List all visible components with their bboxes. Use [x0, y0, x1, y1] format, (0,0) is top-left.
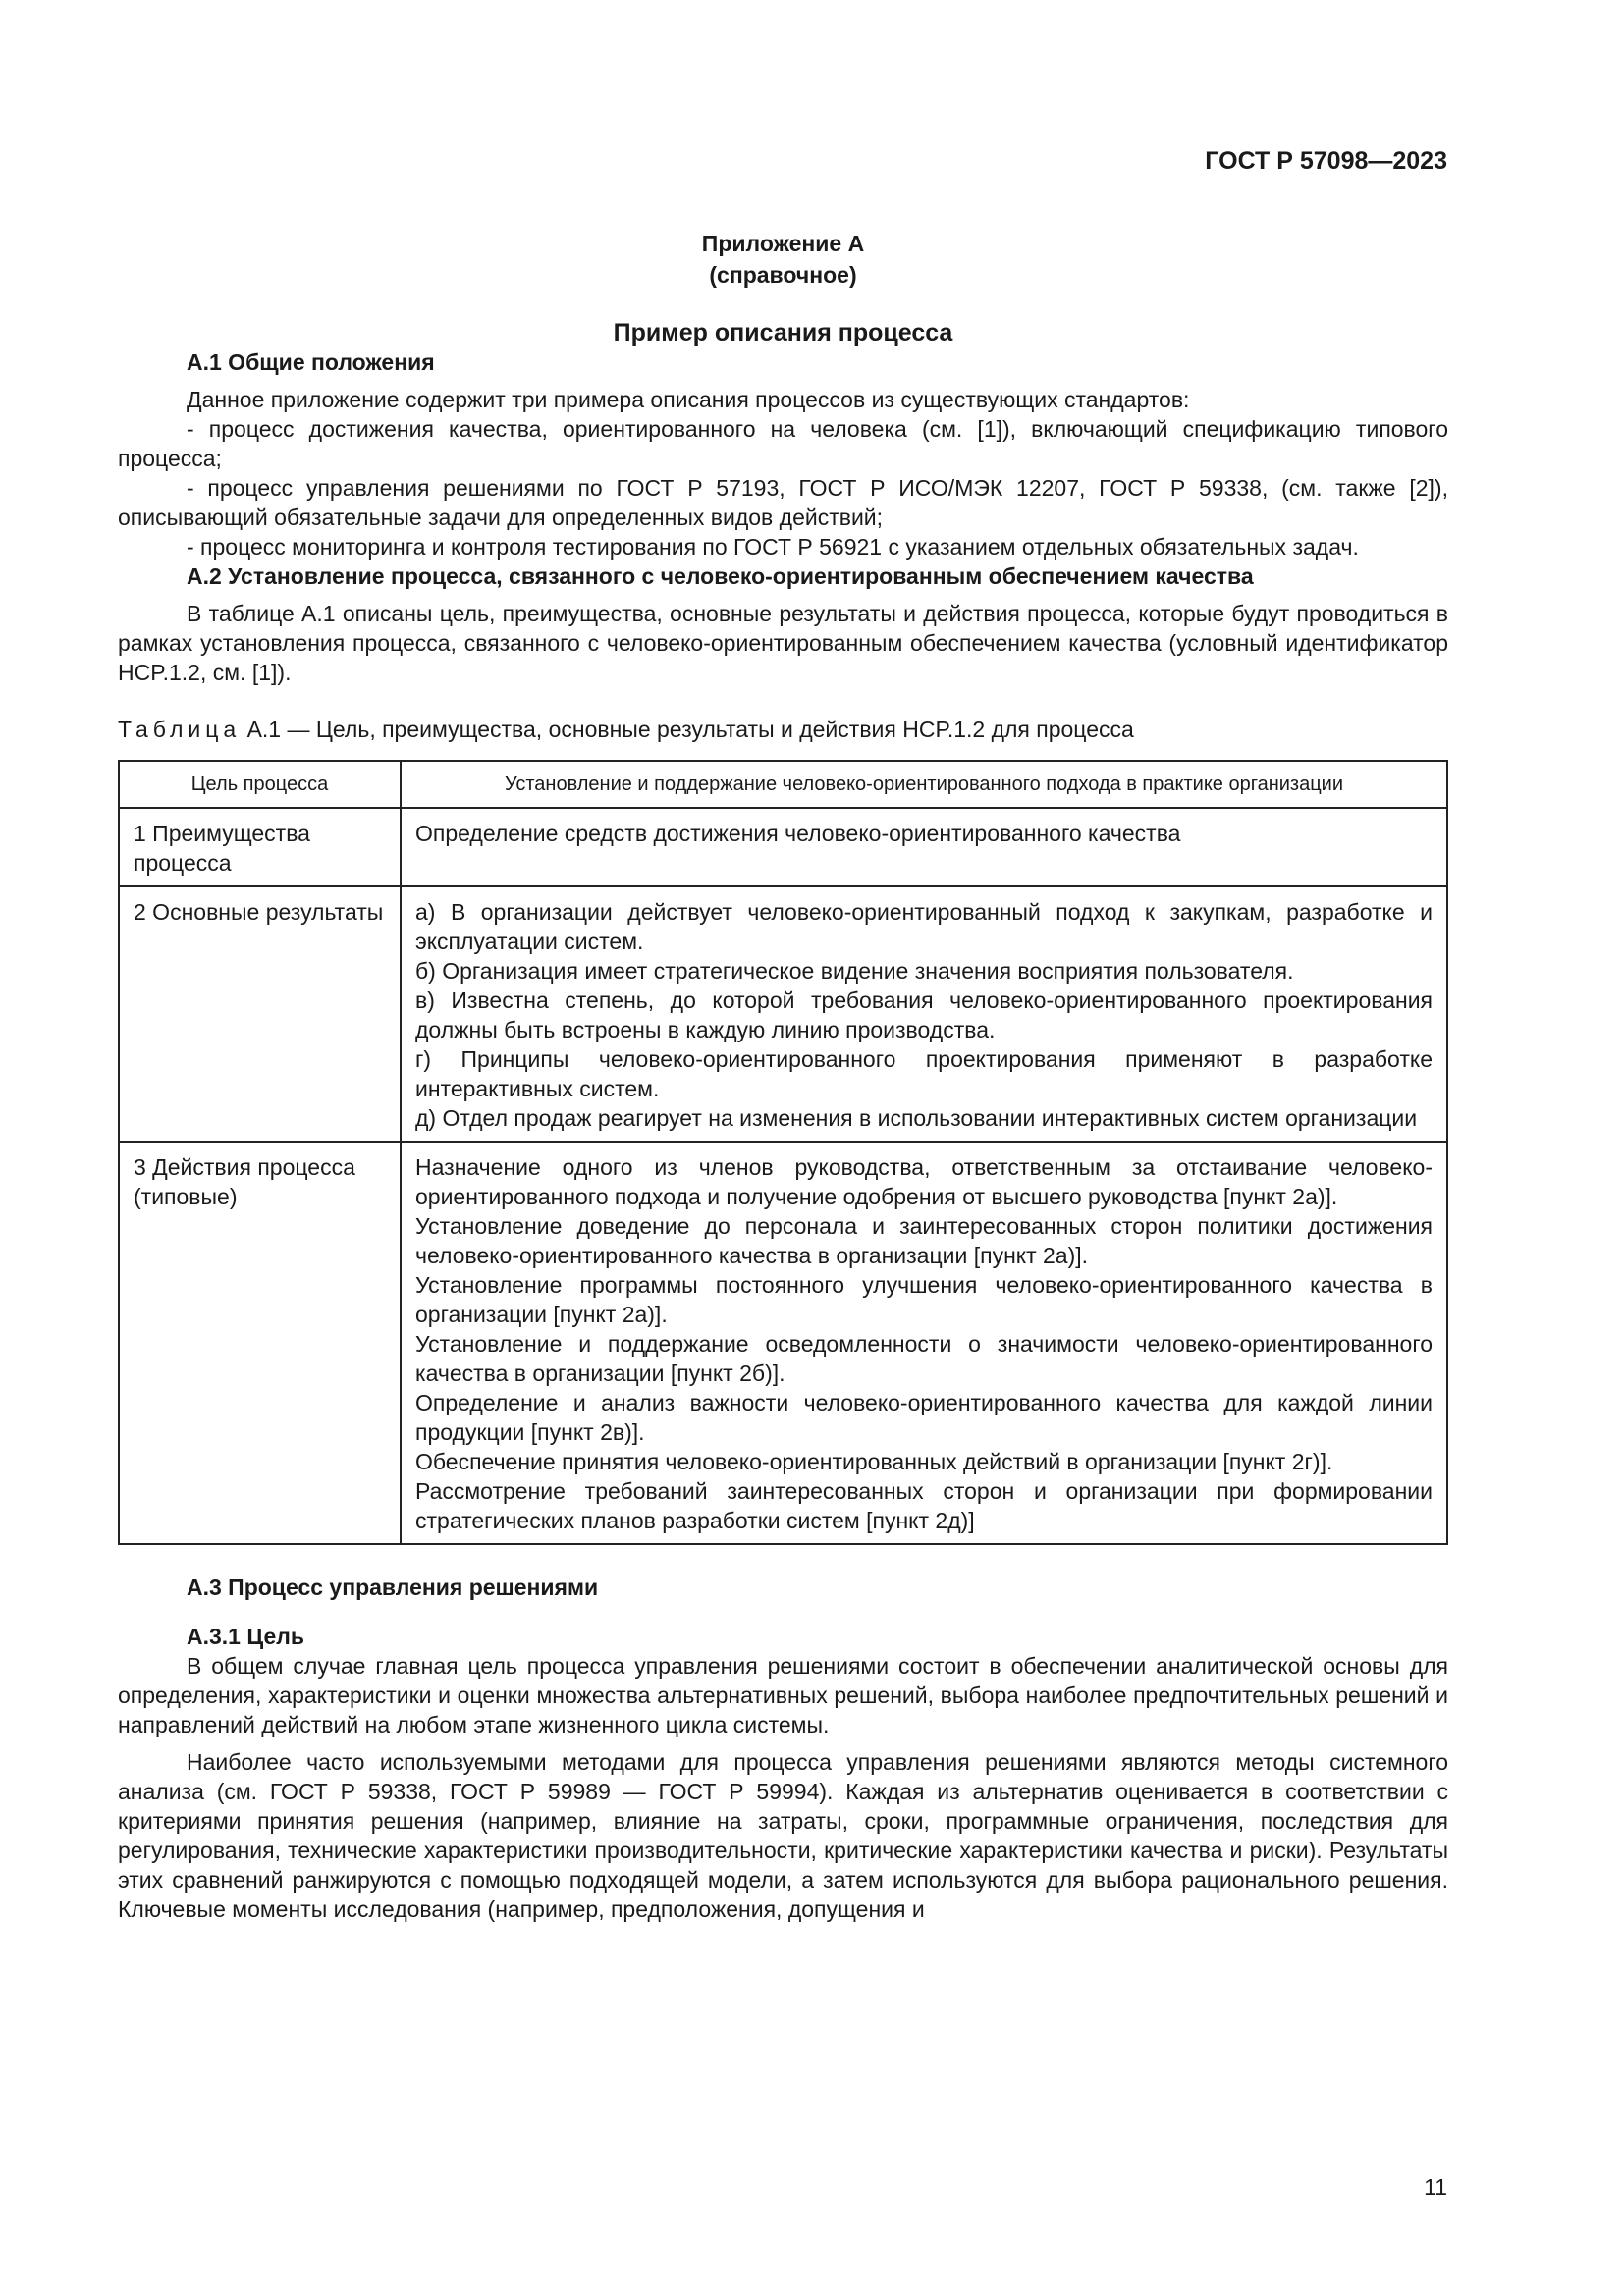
section-a2-text: В таблице А.1 описаны цель, преимущества, основные результаты и действия процесса, которые будут проводиться в рамках установления процесса, связанного с человеко-ориентированным обеспечением качества (условный идентификатор HCP.1.2, см. [1]).: [118, 601, 1448, 685]
table-line: а) В организации действует человеко-ориентированный подход к закупкам, разработке и эксплуатации систем.: [415, 899, 1433, 954]
page-number: 11: [1424, 2174, 1447, 2200]
table-line: Назначение одного из членов руководства, ответственным за отстаивание человеко-ориентированного подхода и получение одобрения от высшего руководства [пункт 2а)].: [415, 1154, 1433, 1209]
table-row-content: [401, 886, 1447, 1142]
section-a1-item: - процесс мониторинга и контроля тестирования по ГОСТ Р 56921 с указанием отдельных обязательных задач.: [187, 534, 1359, 560]
table-line: Определение средств достижения человеко-ориентированного качества: [415, 821, 1181, 846]
table-caption: [118, 715, 1448, 744]
annex-status: (справочное): [709, 262, 857, 288]
table-header-cell: Цель процесса: [119, 761, 401, 808]
standard-code: ГОСТ Р 57098—2023: [1205, 147, 1447, 175]
table-line: г) Принципы человеко-ориентированного проектирования применяют в разработке интерактивных систем.: [415, 1046, 1433, 1101]
section-a1-item: - процесс управления решениями по ГОСТ Р 57193, ГОСТ Р ИСО/МЭК 12207, ГОСТ Р 59338, (см. также [2]), описывающий обязательные задачи для определенных видов действий;: [118, 475, 1448, 530]
table-line: Установление и поддержание осведомленности о значимости человеко-ориентированного качества в организации [пункт 2б)].: [415, 1331, 1433, 1386]
table-line: Установление программы постоянного улучшения человеко-ориентированного качества в организации [пункт 2а)].: [415, 1272, 1433, 1327]
section-a1-intro: Данное приложение содержит три примера описания процессов из существующих стандартов:: [187, 387, 1190, 412]
table-line: б) Организация имеет стратегическое видение значения восприятия пользователя.: [415, 958, 1294, 984]
section-a1-item: - процесс достижения качества, ориентированного на человека (см. [1]), включающий спецификацию типового процесса;: [118, 416, 1448, 471]
section-a3-heading: А.3 Процесс управления решениями: [187, 1575, 599, 1600]
table-line: д) Отдел продаж реагирует на изменения в использовании интерактивных систем организации: [415, 1105, 1418, 1131]
table-row-content: [401, 1142, 1447, 1544]
table-caption-rest: А.1 — Цель, преимущества, основные результаты и действия HCP.1.2 для процесса: [246, 717, 1134, 742]
table-line: в) Известна степень, до которой требования человеко-ориентированного проектирования должны быть встроены в каждую линию производства.: [415, 988, 1433, 1042]
table-row-label: 1 Преимущества процесса: [119, 808, 401, 886]
table-line: Установление доведение до персонала и заинтересованных сторон политики достижения человеко-ориентированного качества в организации [пункт 2а)].: [415, 1213, 1433, 1268]
table-row-label: 2 Основные результаты: [119, 886, 401, 1142]
table-line: Определение и анализ важности человеко-ориентированного качества для каждой линии продукции [пункт 2в)].: [415, 1390, 1433, 1445]
table-row: [119, 886, 1447, 1142]
table-row: [119, 808, 1447, 886]
table-row: [119, 1142, 1447, 1544]
section-a3-paragraph: Наиболее часто используемыми методами для процесса управления решениями являются методы системного анализа (см. ГОСТ Р 59338, ГОСТ Р 59989 — ГОСТ Р 59994). Каждая из альтернатив оценивается в соответствии с критериями принятия решения (например, влияние на затраты, сроки, программные ограничения, последствия для регулирования, технические характеристики производительности, критические характеристики качества и риски). Результаты этих сравнений ранжируются с помощью подходящей модели, а затем используются для выбора рационального решения. Ключевые моменты исследования (например, предположения, допущения и: [118, 1749, 1448, 1922]
table-row-label: 3 Действия процесса (типовые): [119, 1142, 401, 1544]
table-line: Обеспечение принятия человеко-ориентированных действий в организации [пункт 2г)].: [415, 1449, 1333, 1474]
section-a31-heading: А.3.1 Цель: [187, 1624, 304, 1649]
section-a1-heading: А.1 Общие положения: [187, 349, 435, 375]
table-caption-word: Таблица: [118, 717, 242, 742]
table-line: Рассмотрение требований заинтересованных сторон и организации при формировании стратегических планов разработки систем [пункт 2д)]: [415, 1478, 1433, 1533]
process-table: [118, 760, 1448, 1545]
table-header-cell: Установление и поддержание человеко-ориентированного подхода в практике организации: [401, 761, 1447, 808]
annex-title: Пример описания процесса: [613, 319, 953, 347]
section-a2-heading: А.2 Установление процесса, связанного с человеко-ориентированным обеспечением качества: [187, 563, 1254, 589]
page-content: [118, 228, 1448, 1924]
section-a3-paragraph: В общем случае главная цель процесса управления решениями состоит в обеспечении аналитической основы для определения, характеристики и оценки множества альтернативных решений, выбора наиболее предпочтительных решений и направлений действий на любом этапе жизненного цикла системы.: [118, 1653, 1448, 1737]
annex-header: [118, 228, 1448, 291]
table-row-content: [401, 808, 1447, 886]
table-header-row: [119, 761, 1447, 808]
annex-label: Приложение А: [701, 231, 865, 256]
